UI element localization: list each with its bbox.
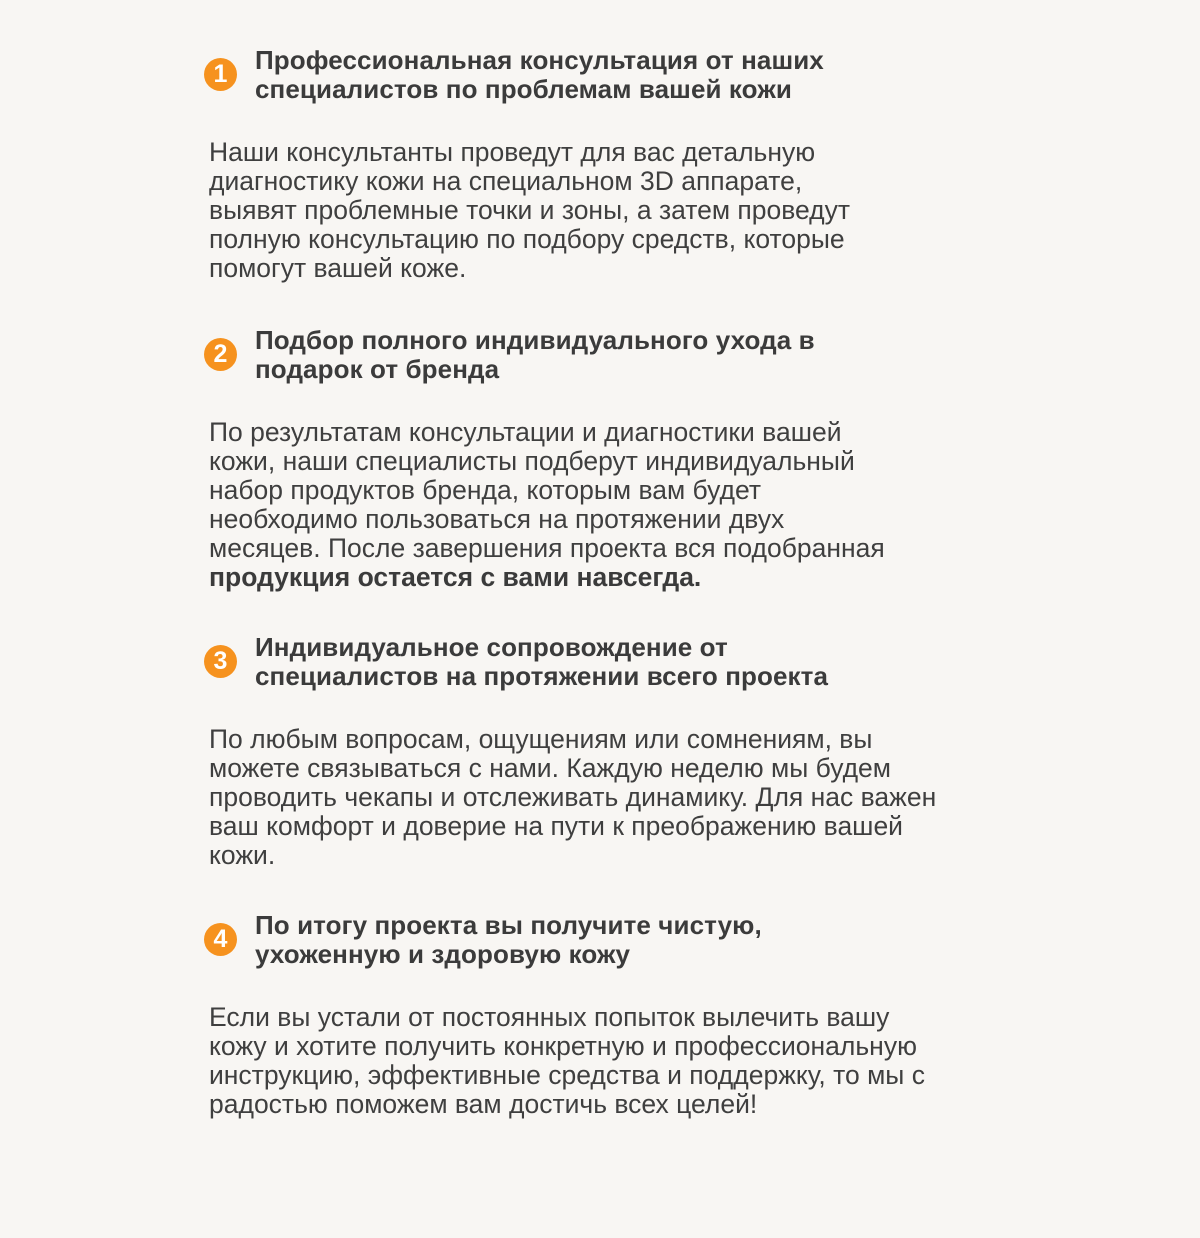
body-line: полную консультацию по подбору средств, которые — [209, 224, 845, 254]
step-1 — [204, 46, 1064, 283]
step-3 — [204, 633, 1064, 870]
step-2 — [204, 326, 1064, 592]
title-line: Профессиональная консультация от наших — [255, 45, 824, 75]
body-line: ваш комфорт и доверие на пути к преображению вашей — [209, 811, 903, 841]
body-line: Наши консультанты проведут для вас детальную — [209, 137, 816, 167]
body-line: проводить чекапы и отслеживать динамику. Для нас важен — [209, 782, 937, 812]
body-line: помогут вашей коже. — [209, 253, 467, 283]
body-line: инструкцию, эффективные средства и поддержку, то мы с — [209, 1060, 925, 1090]
step-number-badge: 3 — [204, 645, 237, 678]
step-number-badge: 2 — [204, 338, 237, 371]
body-line: набор продуктов бренда, которым вам будет — [209, 475, 761, 505]
title-line: подарок от бренда — [255, 354, 500, 384]
body-line: кожу и хотите получить конкретную и профессиональную — [209, 1031, 917, 1061]
body-line: диагностику кожи на специальном 3D аппарате, — [209, 166, 803, 196]
step-2-header — [204, 326, 1064, 384]
body-line: месяцев. После завершения проекта вся подобранная — [209, 533, 885, 563]
title-line: Индивидуальное сопровождение от — [255, 632, 728, 662]
step-4-description — [209, 1003, 1049, 1119]
title-line: специалистов по проблемам вашей кожи — [255, 74, 792, 104]
step-1-title — [255, 46, 1064, 104]
step-2-title — [255, 326, 1064, 384]
step-1-description — [209, 138, 1049, 283]
step-3-title — [255, 633, 1064, 691]
step-3-header — [204, 633, 1064, 691]
step-2-description — [209, 418, 1049, 592]
step-4 — [204, 911, 1064, 1119]
step-number-badge: 4 — [204, 923, 237, 956]
body-line: выявят проблемные точки и зоны, а затем проведут — [209, 195, 851, 225]
body-line: кожи, наши специалисты подберут индивидуальный — [209, 446, 855, 476]
title-line: ухоженную и здоровую кожу — [255, 939, 631, 969]
step-1-header — [204, 46, 1064, 104]
body-line: необходимо пользоваться на протяжении двух — [209, 504, 785, 534]
body-line: кожи. — [209, 840, 276, 870]
body-line: Если вы устали от постоянных попыток вылечить вашу — [209, 1002, 890, 1032]
body-line: радостью поможем вам достичь всех целей! — [209, 1089, 758, 1119]
body-line: По результатам консультации и диагностики вашей — [209, 417, 842, 447]
title-line: По итогу проекта вы получите чистую, — [255, 910, 762, 940]
body-line: можете связываться с нами. Каждую неделю мы будем — [209, 753, 892, 783]
step-3-description — [209, 725, 1049, 870]
step-4-header — [204, 911, 1064, 969]
title-line: специалистов на протяжении всего проекта — [255, 661, 829, 691]
body-emphasis: продукция остается с вами навсегда. — [209, 562, 702, 592]
body-line: По любым вопросам, ощущениям или сомнениям, вы — [209, 724, 873, 754]
step-4-title — [255, 911, 1064, 969]
title-line: Подбор полного индивидуального ухода в — [255, 325, 815, 355]
step-number-badge: 1 — [204, 58, 237, 91]
